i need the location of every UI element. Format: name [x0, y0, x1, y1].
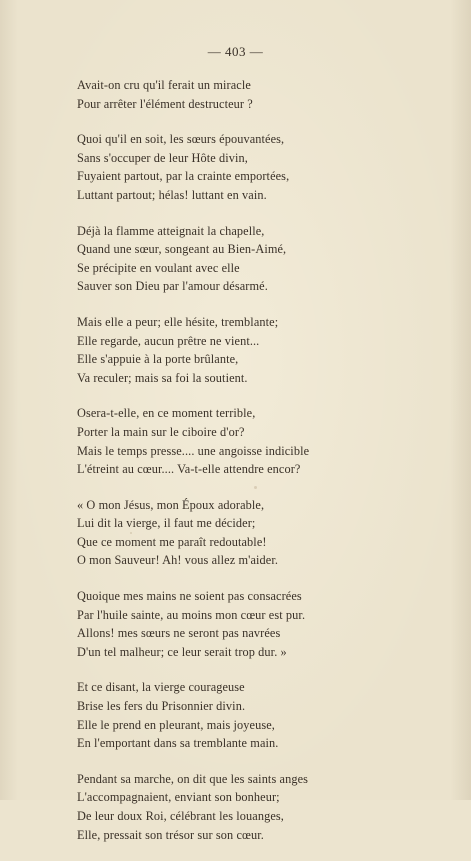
verse-line: Sauver son Dieu par l'amour désarmé.	[77, 279, 268, 294]
stanza	[77, 587, 437, 661]
verse-line: Luttant partout; hélas! luttant en vain.	[77, 187, 267, 202]
poem-text	[77, 76, 437, 861]
stanza	[77, 76, 437, 113]
stanza	[77, 496, 437, 570]
verse-line: Mais le temps presse.... une angoisse indicible	[77, 443, 310, 458]
verse-line: L'accompagnaient, enviant son bonheur;	[77, 790, 280, 805]
verse-line: En l'emportant dans sa tremblante main.	[77, 736, 279, 751]
stanza	[77, 313, 437, 387]
verse-line: Porter la main sur le ciboire d'or?	[77, 424, 245, 439]
verse-line: Sans s'occuper de leur Hôte divin,	[77, 150, 248, 165]
verse-line: Elle, pressait son trésor sur son cœur.	[77, 827, 264, 842]
verse-line: Avait-on cru qu'il ferait un miracle	[77, 78, 251, 92]
verse-line: Quoi qu'il en soit, les sœurs épouvantées,	[77, 132, 285, 147]
verse-line: Se précipite en voulant avec elle	[77, 260, 240, 275]
verse-line: Par l'huile sainte, au moins mon cœur est pur.	[77, 607, 306, 622]
verse-line: Pour arrêter l'élément destructeur ?	[77, 96, 253, 111]
verse-line: Brise les fers du Prisonnier divin.	[77, 699, 246, 714]
stanza	[77, 222, 437, 296]
stanza	[77, 678, 437, 752]
verse-line: Allons! mes sœurs ne seront pas navrées	[77, 626, 281, 641]
verse-line: Fuyaient partout, par la crainte emportées,	[77, 169, 290, 184]
stanza	[77, 770, 437, 844]
verse-line: Et ce disant, la vierge courageuse	[77, 680, 245, 695]
verse-line: D'un tel malheur; ce leur serait trop dur. »	[77, 644, 287, 659]
verse-line: Quand une sœur, songeant au Bien-Aimé,	[77, 242, 287, 257]
page-number: — 403 —	[207, 44, 264, 59]
verse-line: Elle s'appuie à la porte brûlante,	[77, 352, 239, 367]
verse-line: Lui dit la vierge, il faut me décider;	[77, 516, 256, 531]
verse-line: Quoique mes mains ne soient pas consacrées	[77, 589, 302, 604]
verse-line: O mon Sauveur! Ah! vous allez m'aider.	[77, 553, 279, 568]
verse-line: L'étreint au cœur.... Va-t-elle attendre encor?	[77, 462, 301, 477]
verse-line: Elle regarde, aucun prêtre ne vient...	[77, 333, 260, 348]
verse-line: Que ce moment me paraît redoutable!	[77, 534, 267, 549]
verse-line: Pendant sa marche, on dit que les saints anges	[77, 771, 309, 786]
verse-line: Elle le prend en pleurant, mais joyeuse,	[77, 717, 275, 732]
verse-line: Va reculer; mais sa foi la soutient.	[77, 370, 248, 385]
verse-line: De leur doux Roi, célébrant les louanges,	[77, 809, 284, 823]
verse-line: « O mon Jésus, mon Époux adorable,	[77, 497, 265, 512]
verse-line: Mais elle a peur; elle hésite, tremblante;	[77, 314, 279, 329]
stanza	[77, 130, 437, 204]
stanza	[77, 404, 437, 478]
verse-line: Osera-t-elle, en ce moment terrible,	[77, 406, 256, 421]
verse-line: Déjà la flamme atteignait la chapelle,	[77, 223, 265, 238]
